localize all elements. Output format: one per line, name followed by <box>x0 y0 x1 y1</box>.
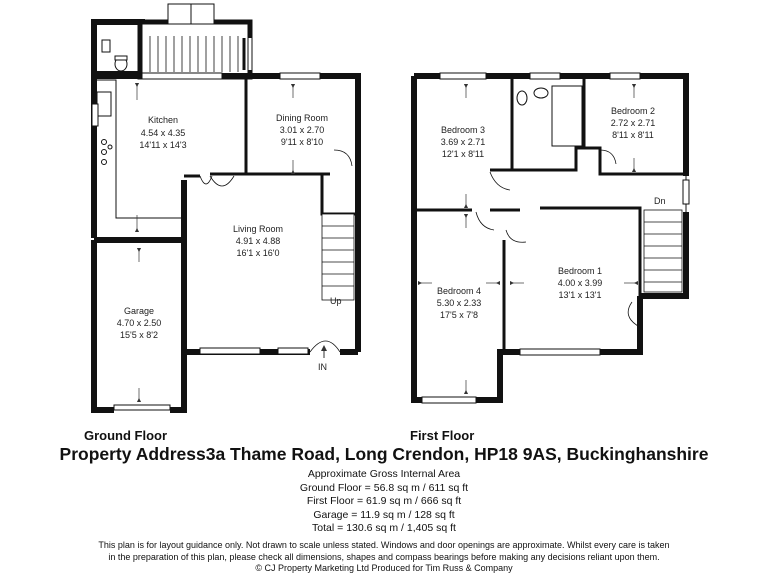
area-summary <box>0 468 768 536</box>
bedroom-2-metric: 2.72 x 2.71 <box>610 118 656 128</box>
bedroom-1-metric: 4.00 x 3.99 <box>557 278 603 288</box>
bedroom-2-name: Bedroom 2 <box>610 106 656 116</box>
living-room-name: Living Room <box>232 224 284 234</box>
disclaimer-line-2: in the preparation of this plan, please check all dimensions, shapes and compass bearings before making any decisions reliant upon them. <box>108 551 660 562</box>
garage-name: Garage <box>123 306 155 316</box>
dining-room-imperial: 9'11 x 8'10 <box>280 137 324 147</box>
down-stairs-label: Dn <box>654 196 666 206</box>
bedroom-2-imperial: 8'11 x 8'11 <box>612 130 654 140</box>
kitchen-imperial: 14'11 x 14'3 <box>139 140 187 150</box>
dining-room-metric: 3.01 x 2.70 <box>279 125 325 135</box>
disclaimer <box>0 540 768 575</box>
ground-stairs <box>322 214 354 300</box>
bedroom-3-imperial: 12'1 x 8'11 <box>441 149 485 159</box>
garage-metric: 4.70 x 2.50 <box>116 318 162 328</box>
area-garage: Garage = 11.9 sq m / 128 sq ft <box>313 508 455 521</box>
property-address: Property Address3a Thame Road, Long Crendon, HP18 9AS, Buckinghanshire <box>59 444 709 464</box>
bedroom-3-metric: 3.69 x 2.71 <box>440 137 486 147</box>
wc-block <box>94 22 142 74</box>
entrance-label: IN <box>318 362 327 372</box>
garage-imperial: 15'5 x 8'2 <box>120 330 158 340</box>
dining-room-name: Dining Room <box>275 113 329 123</box>
disclaimer-line-1: This plan is for layout guidance only. Not drawn to scale unless stated. Windows and door openings are approximate. Whilst every care is taken <box>98 540 670 550</box>
first-floor-title: First Floor <box>410 428 475 443</box>
ground-floor-plan <box>92 4 358 410</box>
bedroom-1-imperial: 13'1 x 13'1 <box>558 290 602 300</box>
area-heading: Approximate Gross Internal Area <box>307 468 461 480</box>
first-stairs <box>644 210 682 292</box>
garage-plan <box>94 180 184 410</box>
ground-floor-title: Ground Floor <box>84 428 168 443</box>
kitchen-name: Kitchen <box>147 115 179 125</box>
bedroom-4-name: Bedroom 4 <box>436 286 482 296</box>
conservatory <box>140 4 250 77</box>
living-room-metric: 4.91 x 4.88 <box>235 236 281 246</box>
bedroom-1-name: Bedroom 1 <box>557 266 603 276</box>
bedroom-3-name: Bedroom 3 <box>440 125 486 135</box>
area-total: Total = 130.6 sq m / 1,405 sq ft <box>312 522 456 535</box>
copyright-line: © CJ Property Marketing Ltd Produced for Tim Russ & Company <box>255 563 513 574</box>
bedroom-4-metric: 5.30 x 2.33 <box>436 298 482 308</box>
kitchen-metric: 4.54 x 4.35 <box>140 128 186 138</box>
area-first-floor: First Floor = 61.9 sq m / 666 sq ft <box>306 495 462 508</box>
living-room-imperial: 16'1 x 16'0 <box>236 248 280 258</box>
up-stairs-label: Up <box>330 296 342 306</box>
area-ground-floor: Ground Floor = 56.8 sq m / 611 sq ft <box>299 481 469 494</box>
bedroom-4-imperial: 17'5 x 7'8 <box>440 310 478 320</box>
